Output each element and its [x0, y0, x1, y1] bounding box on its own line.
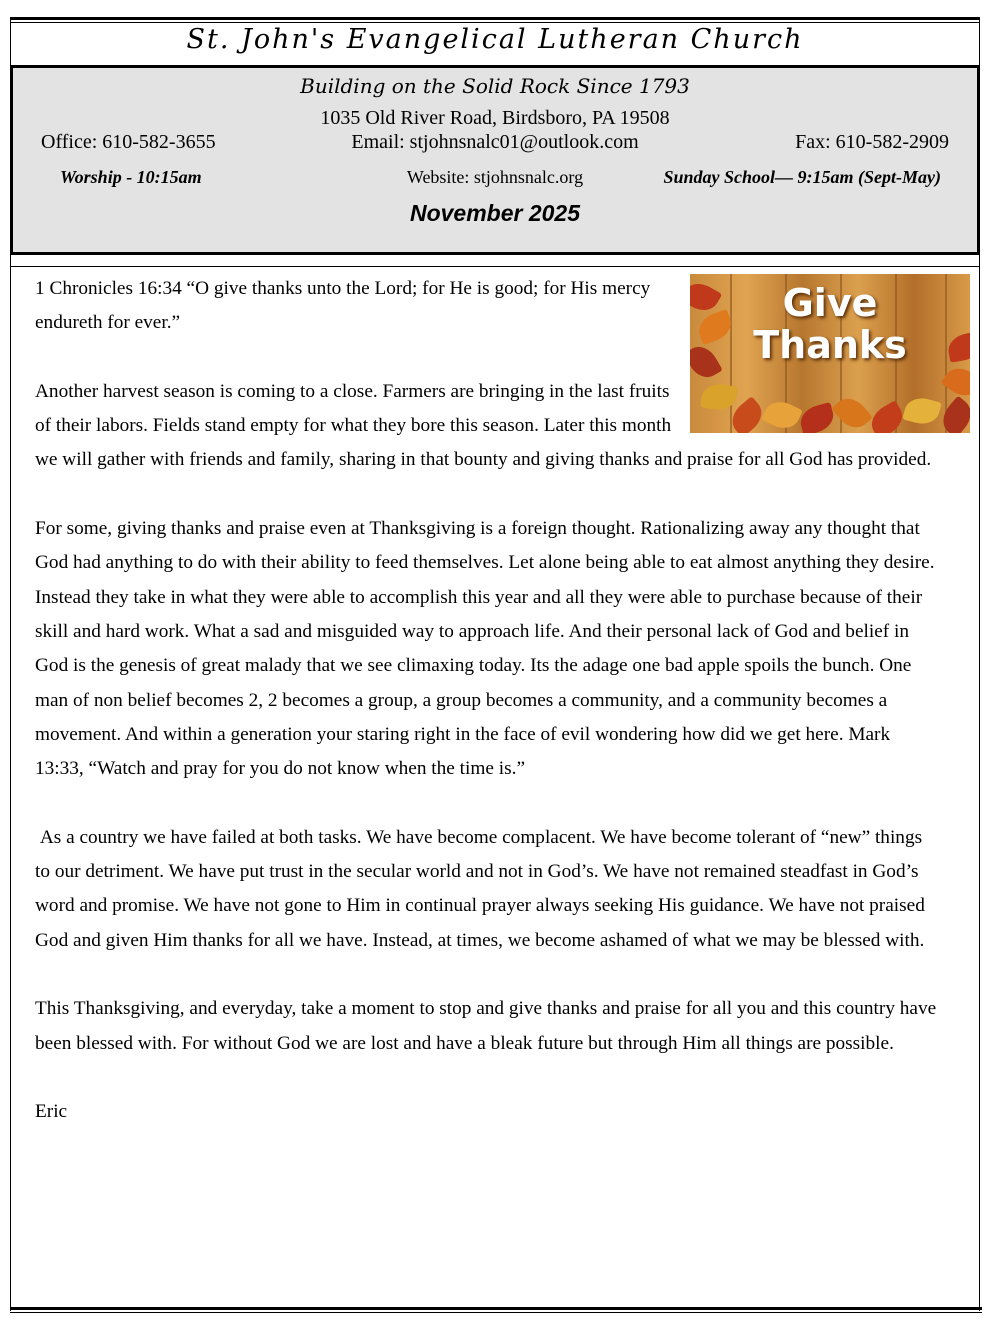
- article-body: [35, 272, 940, 1129]
- image-text-thanks: Thanks: [753, 323, 907, 367]
- website: Website: stjohnsnalc.org: [406, 167, 584, 187]
- header-divider: [10, 266, 980, 267]
- newsletter-header: [10, 65, 980, 255]
- paragraph-1: Another harvest season is coming to a close. Farmers are bringing in the last fruits of their labors. Fields stand empty for what they bore this season. Later this month we will gather with friends and family, sharing in that bounty and giving thanks and praise for all God has provided.: [35, 380, 932, 471]
- office-phone: Office: 610-582-3655: [41, 131, 216, 153]
- paragraph-3: As a country we have failed at both tasks. We have become complacent. We have become tolerant of “new” things to our detriment. We have put trust in the secular world and not in God’s. We have not remained steadfast in God’s word and promise. We have not gone to Him in continual prayer always seeking His guidance. We have not praised God and given Him thanks for all we have. Instead, at times, we become ashamed of what we may be blessed with.: [35, 826, 930, 951]
- paragraph-4: This Thanksgiving, and everyday, take a moment to stop and give thanks and praise for all you and this country have been blessed with. For without God we are lost and have a bleak future but through Him all things are possible.: [35, 998, 937, 1054]
- bottom-rule: [10, 1307, 982, 1310]
- image-text-give: Give: [782, 281, 878, 325]
- bottom-rule-thin: [10, 1312, 982, 1313]
- scripture-verse: 1 Chronicles 16:34 “O give thanks unto the Lord; for He is good; for His mercy endureth for ever.”: [35, 278, 651, 334]
- church-address: 1035 Old River Road, Birdsboro, PA 19508: [320, 107, 670, 129]
- sunday-school-time: Sunday School— 9:15am (Sept-May): [663, 167, 941, 187]
- fax-number: Fax: 610-582-2909: [795, 131, 949, 153]
- worship-time: Worship - 10:15am: [60, 167, 202, 187]
- email-address: Email: stjohnsnalc01@outlook.com: [351, 131, 639, 153]
- signature: Eric: [35, 1101, 68, 1123]
- church-name: St. John's Evangelical Lutheran Church: [186, 24, 804, 55]
- issue-month: November 2025: [409, 200, 581, 226]
- give-thanks-image: [690, 274, 970, 433]
- tagline: Building on the Solid Rock Since 1793: [300, 74, 690, 98]
- paragraph-2: For some, giving thanks and praise even at Thanksgiving is a foreign thought. Rationalizing away any thought that God had anything to do with their ability to feed themselves. Let alone being able to eat almost anything they desire. Instead they take in what they were able to accomplish this year and all they were able to purchase because of their skill and hard work. What a sad and misguided way to approach life. And their personal lack of God and belief in God is the genesis of great malady that we see climaxing today. Its the adage one bad apple spoils the bunch. One man of non belief becomes 2, 2 becomes a group, a group becomes a community, and a community becomes a movement. And within a generation your staring right in the face of evil wondering how did we get here. Mark 13:33, “Watch and pray for you do not know when the time is.”: [35, 518, 935, 780]
